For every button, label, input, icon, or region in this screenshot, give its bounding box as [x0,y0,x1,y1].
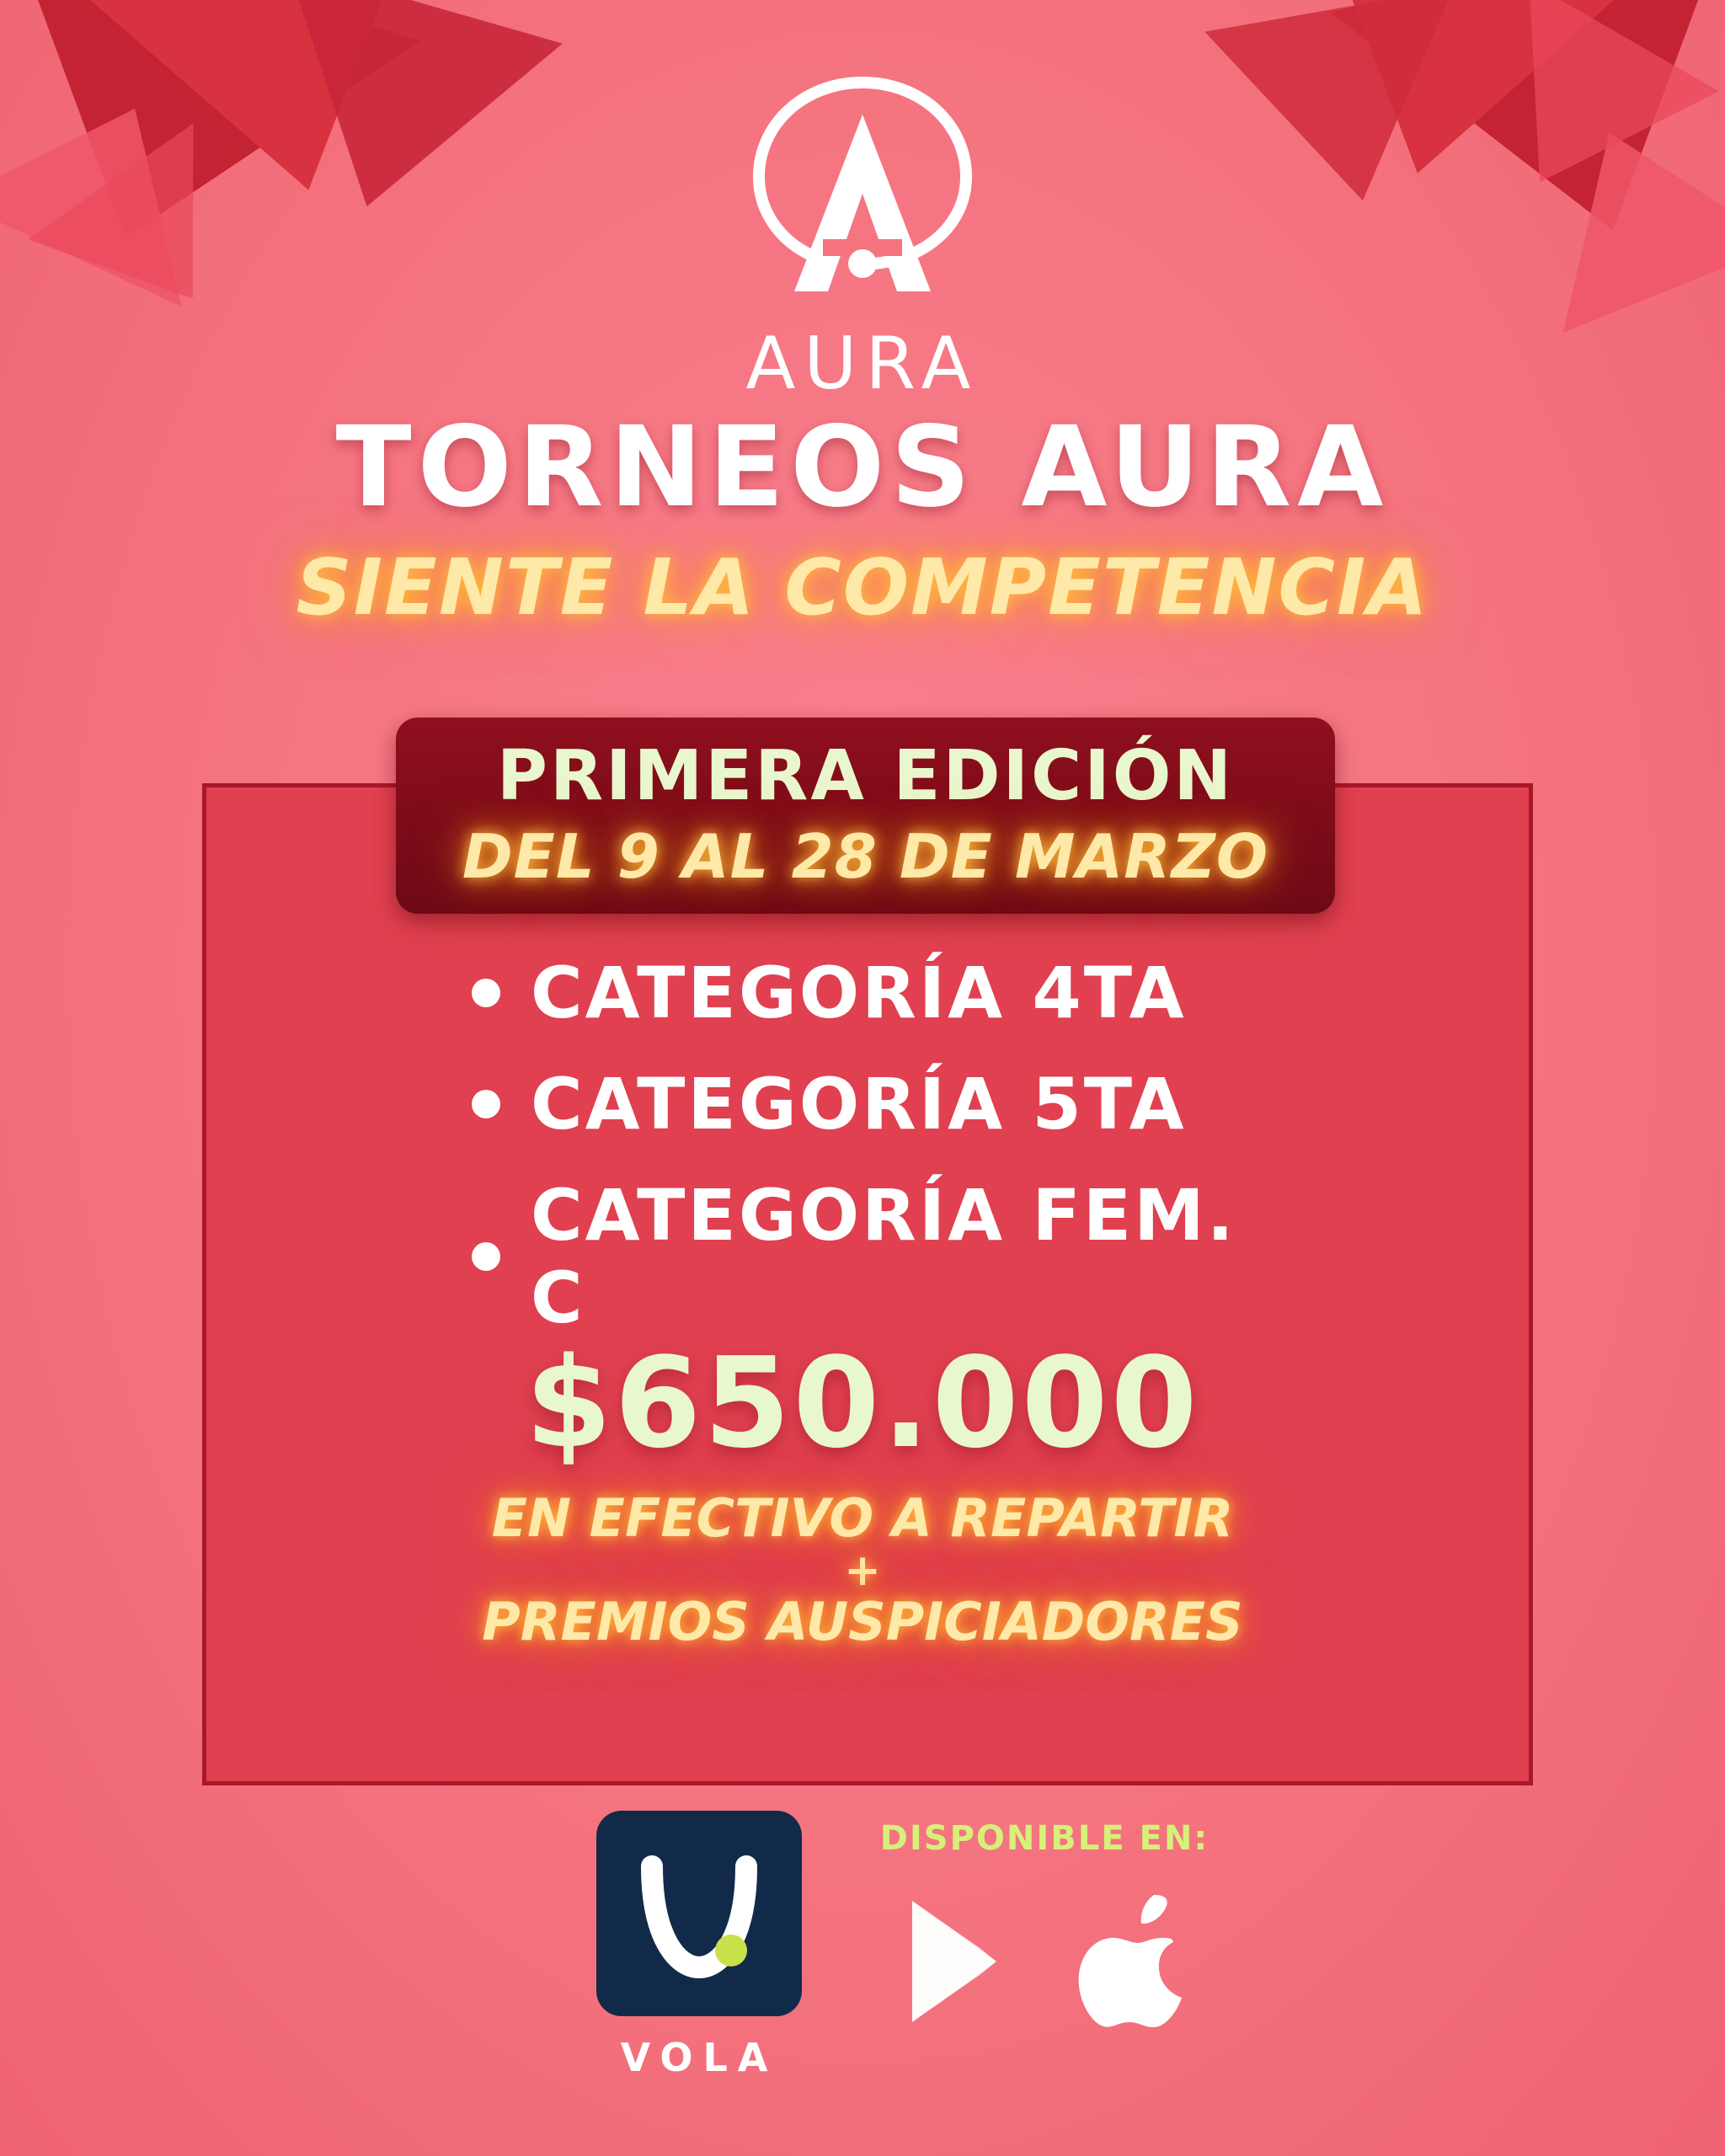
categories-list [472,952,1314,1368]
prize-note-line1: EN EFECTIVO A REPARTIR [491,1487,1234,1549]
edition-dates: DEL 9 AL 28 DE MARZO [462,821,1269,892]
bullet-icon [472,979,500,1007]
bullet-icon [472,1242,500,1271]
brand-logo-word: AURA [745,322,980,406]
list-item [472,1174,1314,1339]
bullet-icon [472,1090,500,1118]
aura-logo-icon [724,59,1001,337]
prize-note-plus: + [844,1545,881,1596]
page-tagline: SIENTE LA COMPETENCIA [296,542,1429,632]
app-branding [590,1811,809,2080]
prize-note [0,1487,1725,1653]
store-icon-row [868,1890,1221,2033]
store-availability [868,1819,1221,2033]
list-item [472,1063,1314,1145]
edition-badge [396,718,1335,914]
category-label: CATEGORÍA FEM. C [531,1174,1236,1339]
list-item [472,952,1314,1034]
category-label: CATEGORÍA 5TA [531,1063,1187,1145]
app-name: VOLA [620,2035,778,2080]
google-play-icon[interactable] [897,1894,1023,2029]
available-label: DISPONIBLE EN: [879,1819,1210,1858]
brand-logo [0,59,1725,406]
apple-app-store-icon[interactable] [1074,1890,1192,2033]
category-label: CATEGORÍA 4TA [531,952,1187,1034]
prize-note-line2: PREMIOS AUSPICIADORES [482,1591,1243,1653]
vola-app-tile[interactable] [596,1811,802,2016]
vola-v-icon [596,1811,802,2016]
page-title: TORNEOS AURA [335,403,1390,532]
edition-label: PRIMERA EDICIÓN [496,736,1235,816]
prize-amount: $650.000 [525,1331,1200,1476]
